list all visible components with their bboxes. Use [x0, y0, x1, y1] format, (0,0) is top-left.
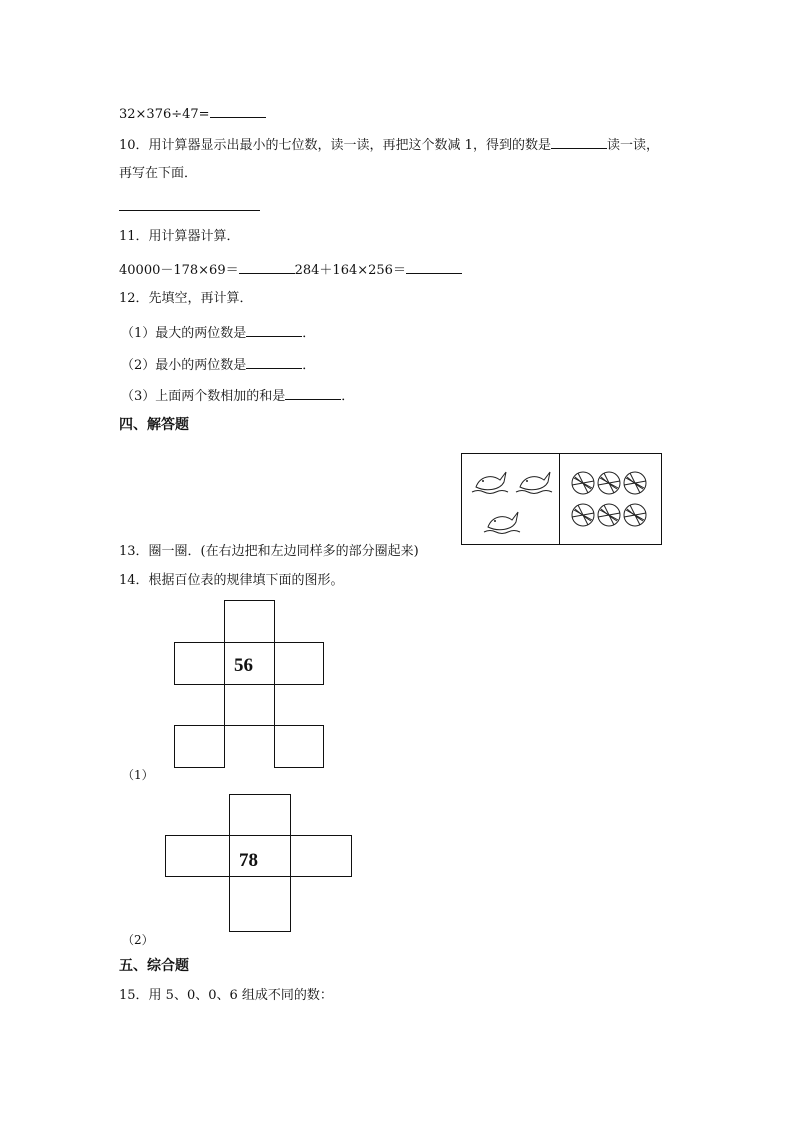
fig1-cell-left[interactable] — [174, 642, 225, 685]
ball-icon — [598, 504, 620, 526]
ball-icon — [598, 472, 620, 494]
fig1-center-number: 56 — [234, 655, 253, 676]
whale-icon — [484, 512, 520, 534]
q10-answer-blank[interactable] — [551, 134, 607, 149]
fig1-cell-bottom-left[interactable] — [174, 725, 225, 768]
q12-3-period: ． — [341, 389, 355, 404]
fig1-cell-bottom-right[interactable] — [274, 725, 324, 768]
q9-expression: 32×376÷47= — [119, 107, 210, 122]
question-11-exprs — [119, 259, 462, 280]
ball-icon — [624, 504, 646, 526]
section-5-heading: 五、综合题 — [119, 958, 189, 974]
question-10-line2: 再写在下面． — [119, 166, 198, 181]
fig1-cell-top[interactable] — [224, 600, 275, 643]
fig2-cell-top[interactable] — [229, 794, 291, 836]
ball-icon — [572, 504, 594, 526]
q12-1-period: ． — [302, 326, 316, 341]
fig2-cell-left[interactable] — [165, 835, 230, 877]
question-13: 13．圈一圈．(在右边把和左边同样多的部分圈起来) — [119, 544, 419, 559]
question-14: 14．根据百位表的规律填下面的图形。 — [119, 573, 344, 588]
q13-whales — [462, 454, 559, 544]
fig1-cell-below[interactable] — [224, 684, 275, 726]
q9-answer-blank[interactable] — [210, 103, 266, 118]
fig2-center-number: 78 — [239, 850, 258, 871]
q11-expression-1: 40000－178×69＝ — [119, 263, 239, 278]
fig1-cell-right[interactable] — [274, 642, 324, 685]
question-12-1 — [121, 322, 315, 343]
q13-picture-box — [461, 453, 662, 545]
question-15: 15．用 5、0、0、6 组成不同的数： — [119, 988, 333, 1003]
question-12-title: 12．先填空，再计算． — [119, 291, 253, 306]
figure-1-label: （1） — [122, 768, 154, 782]
q12-2-text: （2）最小的两位数是 — [121, 358, 247, 373]
q12-3-blank[interactable] — [285, 385, 341, 400]
q12-3-text: （3）上面两个数相加的和是 — [121, 389, 286, 404]
question-9-calc — [119, 103, 266, 124]
whale-icon — [472, 472, 508, 494]
fig2-cell-center — [229, 835, 291, 877]
q12-1-text: （1）最大的两位数是 — [121, 326, 247, 341]
section-4-heading: 四、解答题 — [119, 417, 189, 433]
question-10-line1 — [119, 134, 659, 155]
q11-expression-2: 284＋164×256＝ — [294, 263, 406, 278]
q10-text-b: 读一读， — [606, 138, 659, 153]
question-11-title: 11．用计算器计算． — [119, 229, 240, 244]
question-12-2 — [121, 354, 315, 375]
q10-text: 10．用计算器显示出最小的七位数，读一读，再把这个数减 1，得到的数是 — [119, 138, 551, 153]
whale-icon — [516, 472, 552, 494]
fig1-cell-center — [224, 642, 275, 685]
ball-icon — [572, 472, 594, 494]
q12-2-period: ． — [302, 358, 316, 373]
q12-2-blank[interactable] — [246, 354, 302, 369]
q13-balls — [560, 454, 662, 544]
fig2-cell-bottom[interactable] — [229, 876, 291, 932]
q11-answer-blank-1[interactable] — [239, 259, 295, 274]
q11-answer-blank-2[interactable] — [406, 259, 462, 274]
q12-1-blank[interactable] — [246, 322, 302, 337]
figure-2-label: （2） — [122, 933, 154, 947]
ball-icon — [624, 472, 646, 494]
fig2-cell-right[interactable] — [290, 835, 352, 877]
q10-write-line[interactable] — [119, 210, 260, 211]
question-12-3 — [121, 385, 354, 406]
